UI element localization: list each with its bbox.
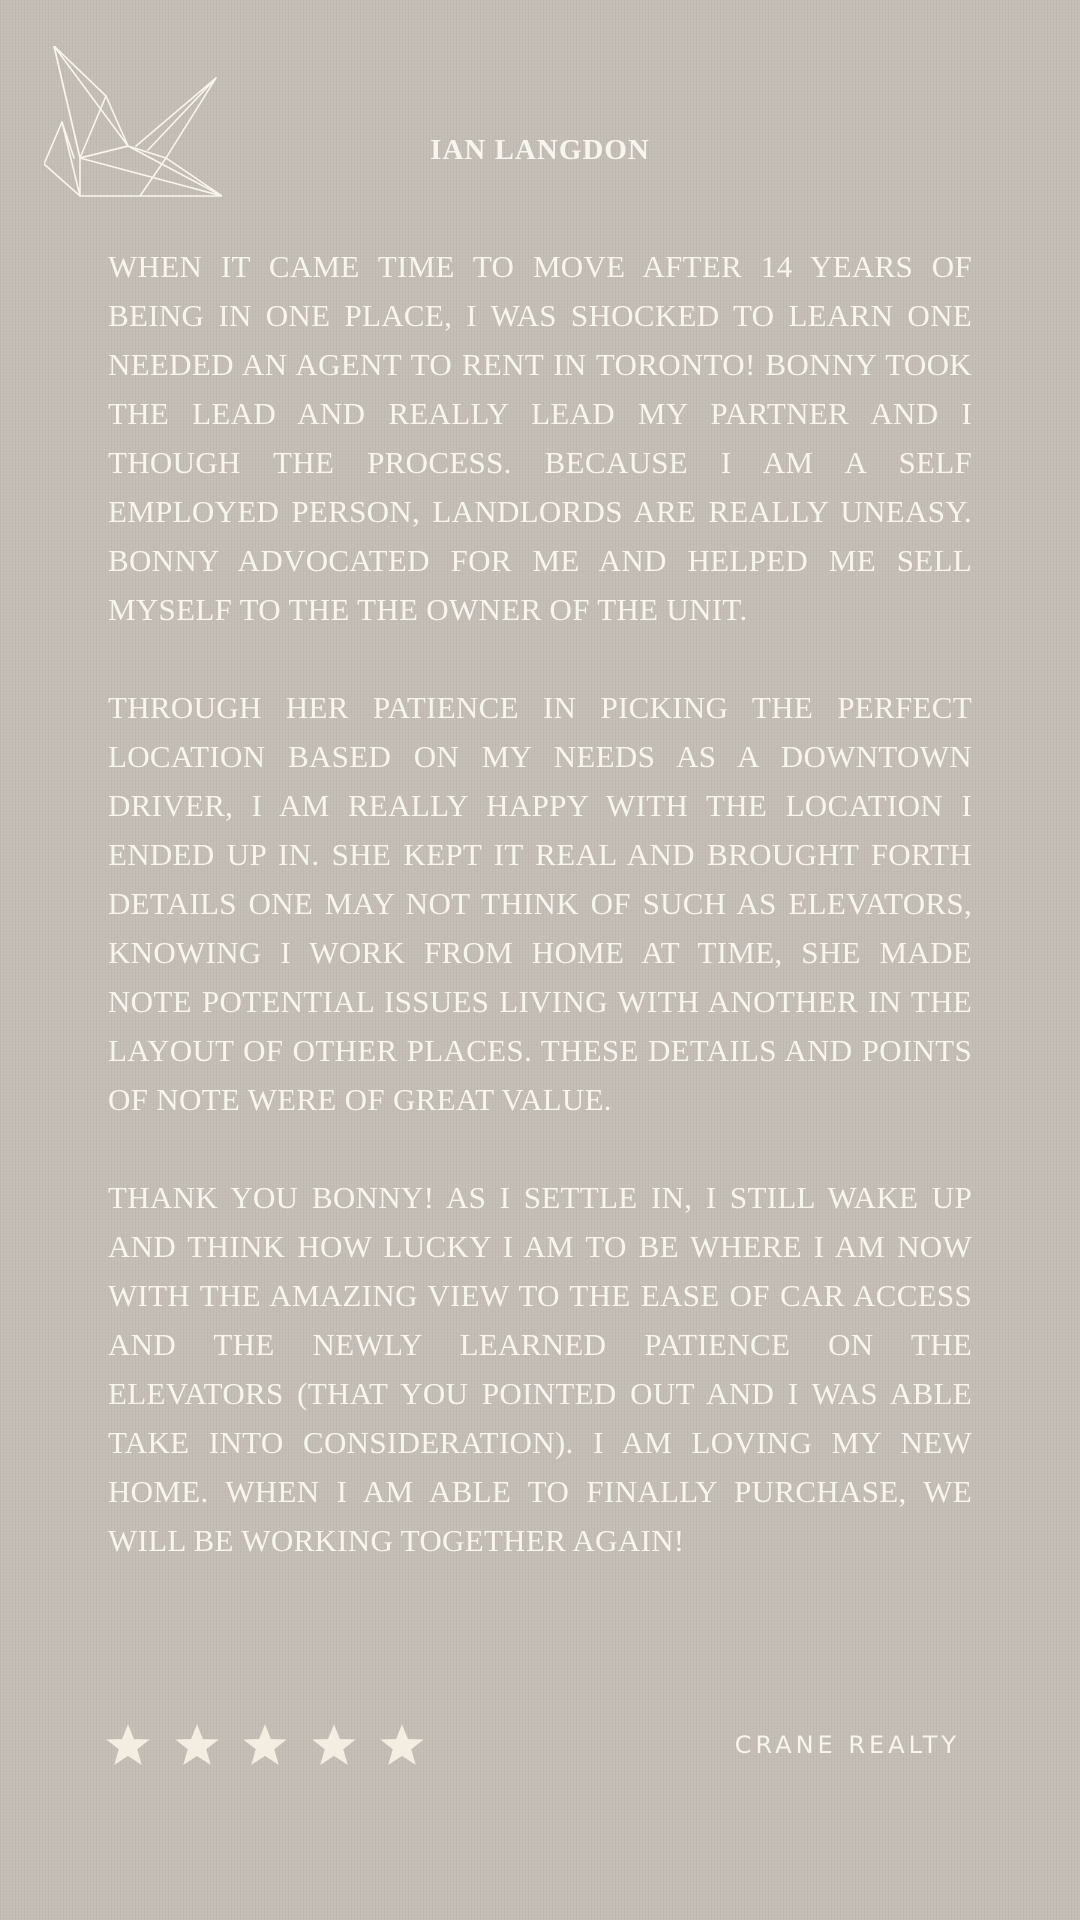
star-icon xyxy=(175,1723,219,1767)
review-paragraph: THROUGH HER PATIENCE IN PICKING THE PERFECT LOCATION BASED ON MY NEEDS AS A DOWNTOWN DRIVER, I AM REALLY HAPPY WITH THE LOCATION I ENDED UP IN. SHE KEPT IT REAL AND BROUGHT FORTH DETAILS ONE MAY NOT THINK OF SUCH AS ELEVATORS, KNOWING I WORK FROM HOME AT TIME, SHE MADE NOTE POTENTIAL ISSUES LIVING WITH ANOTHER IN THE LAYOUT OF OTHER PLACES. THESE DETAILS AND POINTS OF NOTE WERE OF GREAT VALUE. xyxy=(108,690,972,1117)
star-icon xyxy=(312,1723,356,1767)
brand-name: CRANE REALTY xyxy=(734,1731,960,1759)
reviewer-name: IAN LANGDON xyxy=(430,134,650,166)
star-icon xyxy=(106,1723,150,1767)
origami-crane-icon xyxy=(44,46,222,202)
star-icon xyxy=(380,1723,424,1767)
review-text xyxy=(108,242,972,1614)
star-icon xyxy=(243,1723,287,1767)
review-paragraph: THANK YOU BONNY! AS I SETTLE IN, I STILL WAKE UP AND THINK HOW LUCKY I AM TO BE WHERE I AM NOW WITH THE AMAZING VIEW TO THE EASE OF CAR ACCESS AND THE NEWLY LEARNED PATIENCE ON THE ELEVATORS (THAT YOU POINTED OUT AND I WAS ABLE TAKE INTO CONSIDERATION). I AM LOVING MY NEW HOME. WHEN I AM ABLE TO FINALLY PURCHASE, WE WILL BE WORKING TOGETHER AGAIN! xyxy=(108,1180,972,1558)
star-rating xyxy=(106,1722,449,1768)
review-paragraph: WHEN IT CAME TIME TO MOVE AFTER 14 YEARS OF BEING IN ONE PLACE, I WAS SHOCKED TO LEARN ONE NEEDED AN AGENT TO RENT IN TORONTO! BONNY TOOK THE LEAD AND REALLY LEAD MY PARTNER AND I THOUGH THE PROCESS. BECAUSE I AM A SELF EMPLOYED PERSON, LANDLORDS ARE REALLY UNEASY. BONNY ADVOCATED FOR ME AND HELPED ME SELL MYSELF TO THE THE OWNER OF THE UNIT. xyxy=(108,249,972,627)
